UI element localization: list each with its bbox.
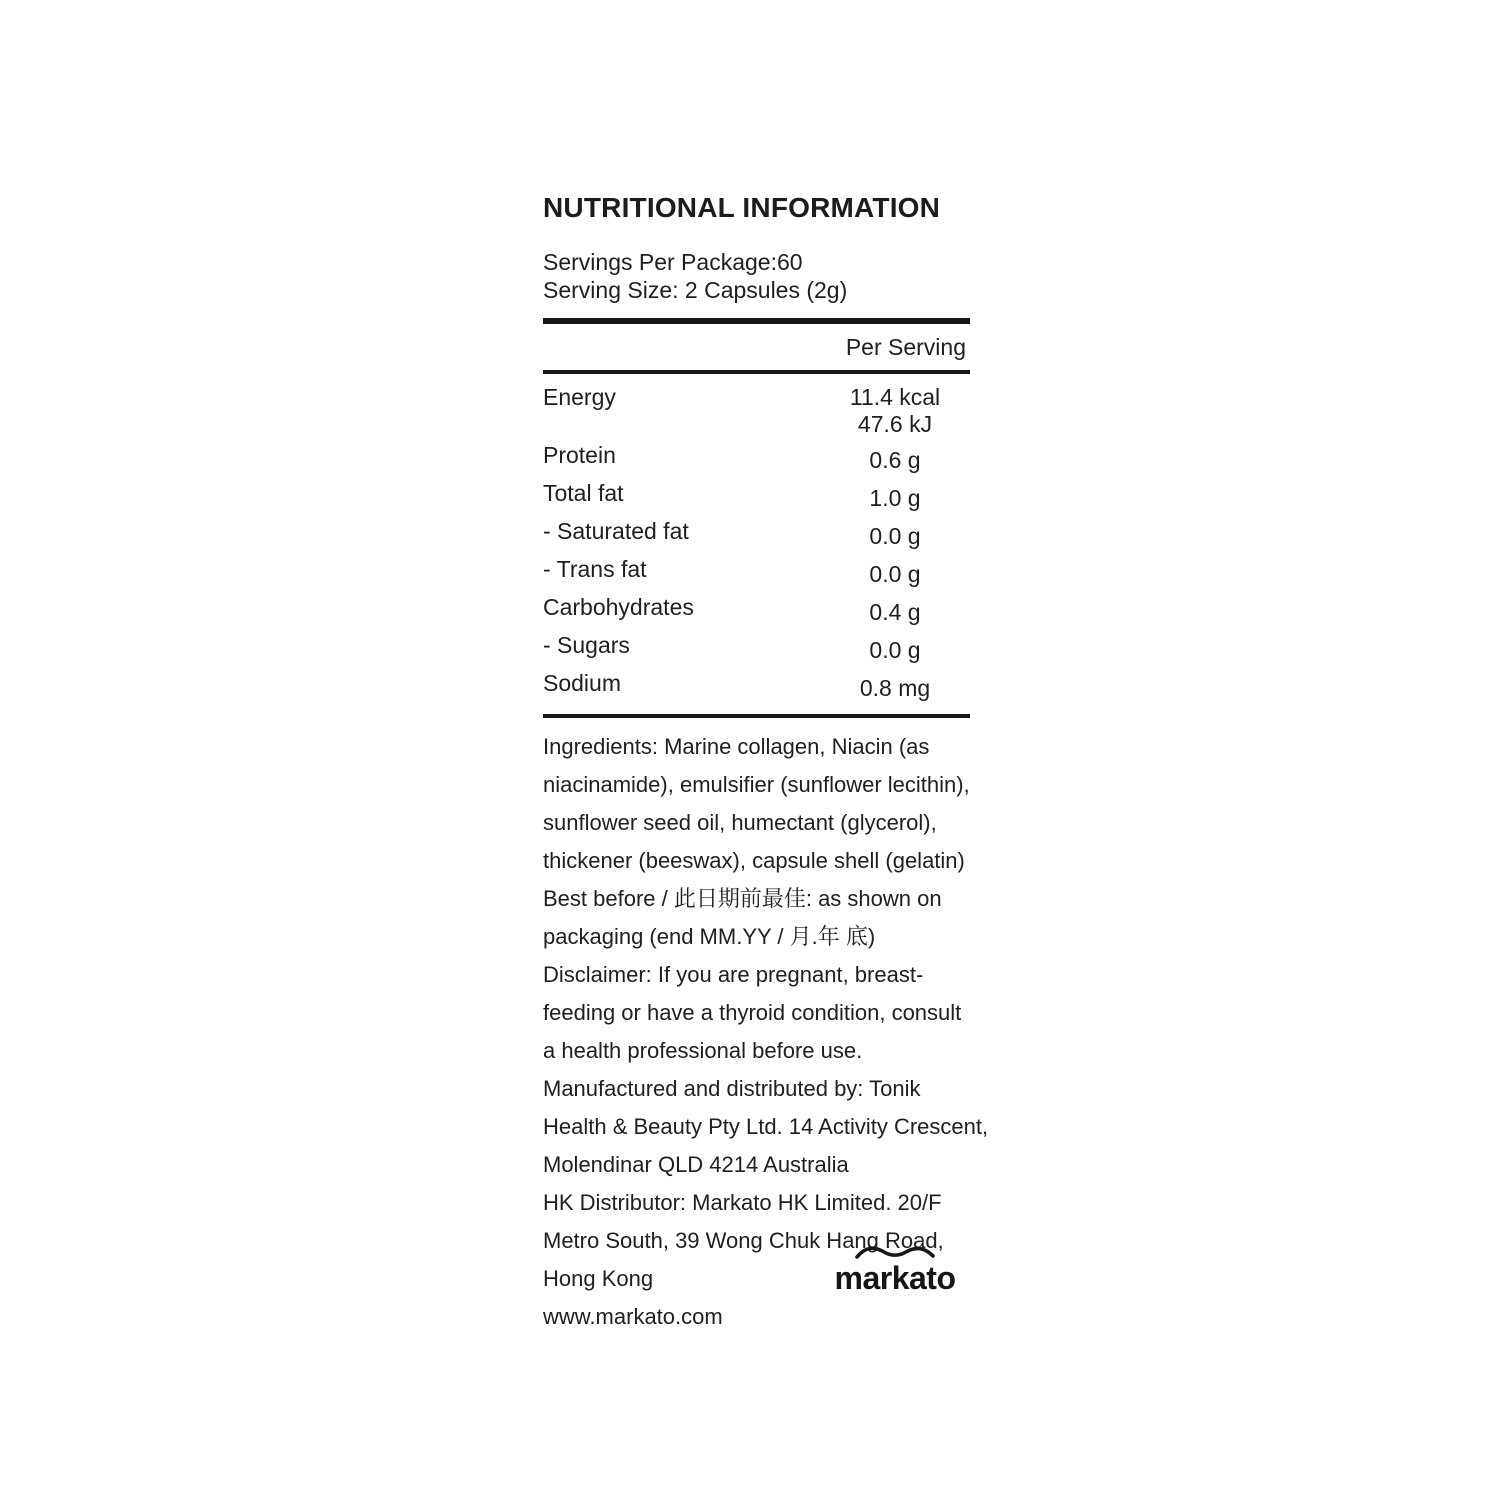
info-line: Ingredients: Marine collagen, Niacin (as	[543, 734, 930, 759]
serving-info	[543, 248, 970, 304]
nutrient-value: 0.0 g	[869, 561, 921, 587]
website-text: www.markato.com	[543, 1304, 723, 1329]
logo-wordmark: markato	[834, 1260, 956, 1296]
nutrient-value-line: 11.4 kcal	[849, 384, 941, 410]
nutrient-value: 0.6 g	[869, 447, 921, 473]
nutrition-table	[543, 318, 970, 718]
info-line: Hong Kong	[543, 1266, 654, 1291]
nutrient-label: - Sugars	[543, 632, 630, 658]
panel-title: NUTRITIONAL INFORMATION	[543, 192, 941, 223]
info-line: Manufactured and distributed by: Tonik	[543, 1076, 921, 1101]
serving-size: Serving Size: 2 Capsules (2g)	[543, 277, 848, 303]
table-row	[543, 556, 970, 594]
table-row	[543, 442, 970, 480]
info-line: sunflower seed oil, humectant (glycerol),	[543, 810, 937, 835]
nutrient-value: 1.0 g	[869, 485, 921, 511]
info-line: feeding or have a thyroid condition, consult	[543, 1000, 962, 1025]
info-line: a health professional before use.	[543, 1038, 863, 1063]
nutrient-value: 0.0 g	[869, 637, 921, 663]
nutrient-label: Carbohydrates	[543, 594, 694, 620]
info-line: HK Distributor: Markato HK Limited. 20/F	[543, 1190, 942, 1215]
info-line: packaging (end MM.YY / 月.年 底)	[543, 924, 876, 949]
table-row	[543, 632, 970, 670]
info-line: Molendinar QLD 4214 Australia	[543, 1152, 849, 1177]
table-row	[543, 670, 970, 708]
nutrient-label: - Trans fat	[543, 556, 647, 582]
table-rows	[543, 374, 970, 714]
info-line: Metro South, 39 Wong Chuk Hang Road,	[543, 1228, 944, 1253]
nutrient-label: Energy	[543, 384, 616, 410]
servings-per-package: Servings Per Package:60	[543, 249, 803, 275]
table-row	[543, 518, 970, 556]
markato-logo	[818, 1242, 972, 1294]
nutrient-label: Total fat	[543, 480, 624, 506]
info-line: Disclaimer: If you are pregnant, breast-	[543, 962, 924, 987]
table-header	[543, 324, 970, 374]
per-serving-column-header: Per Serving	[845, 333, 966, 360]
info-line: niacinamide), emulsifier (sunflower lecithin),	[543, 772, 970, 797]
info-line: Best before / 此日期前最佳: as shown on	[543, 886, 942, 911]
nutrient-value: 0.0 g	[869, 523, 921, 549]
nutrient-label: Protein	[543, 442, 616, 468]
nutrient-label: Sodium	[543, 670, 621, 696]
nutrient-label: - Saturated fat	[543, 518, 689, 544]
nutrient-value: 0.8 mg	[859, 675, 931, 701]
info-line: Health & Beauty Pty Ltd. 14 Activity Crescent,	[543, 1114, 989, 1139]
info-line: thickener (beeswax), capsule shell (gelatin)	[543, 848, 965, 873]
nutrient-value: 0.4 g	[869, 599, 921, 625]
logo-wave-icon	[853, 1242, 937, 1262]
nutrition-panel	[543, 192, 989, 1336]
nutrient-value	[820, 384, 970, 438]
table-row	[543, 594, 970, 632]
table-row	[543, 384, 970, 442]
nutrient-value-line: 47.6 kJ	[857, 411, 933, 437]
table-row	[543, 480, 970, 518]
